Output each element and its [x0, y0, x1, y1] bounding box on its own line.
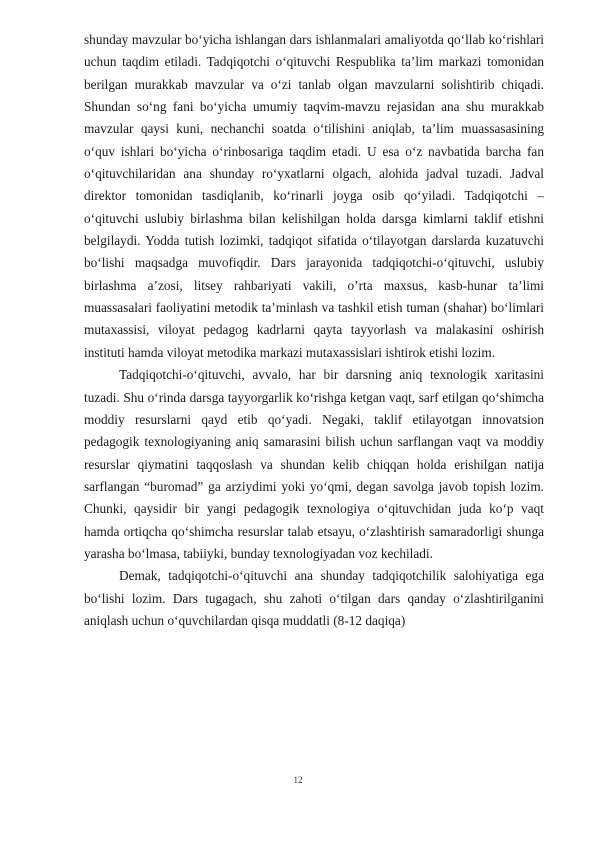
paragraph-1: shunday mavzular bo‘yicha ishlangan dars ishlanmalari amaliyotda qo‘llab ko‘rishlari uchun taqdim etiladi. Tadqiqotchi o‘qituvchi Respublika ta’lim markazi tomonidan berilgan murakkab mavzular va o‘zi tanlab olgan mavzularni solishtirib chiqadi. Shundan so‘ng fani bo‘yicha umumiy taqvim-mavzu rejasidan ana shu murakkab mavzular qaysi kuni, nechanchi soatda o‘tilishini aniqlab, ta’lim muassasasining o‘quv ishlari bo‘yicha o‘rinbosariga taqdim etadi. U esa o‘z navbatida barcha fan o‘qituvchilaridan ana shunday ro‘yxatlarni olgach, alohida jadval tuzadi. Jadval direktor tomonidan tasdiqlanib, ko‘rinarli joyga osib qo‘yiladi. Tadqiqotchi –o‘qituvchi uslubiy birlashma bilan kelishilgan holda darsga kimlarni taklif etishni belgilaydi. Yodda tutish lozimki, tadqiqot sifatida o‘tilayotgan darslarda kuzatuvchi bo‘lishi maqsadga muvofiqdir. Dars jarayonida tadqiqotchi-o‘qituvchi, uslubiy birlashma a’zosi, litsey rahbariyati vakili, o’rta maxsus, kasb-hunar ta’limi muassasalari faoliyatini metodik ta’minlash va tashkil etish tuman (shahar) bo‘limlari mutaxassisi, viloyat pedagog kadrlarni qayta tayyorlash va malakasini oshirish instituti hamda viloyat metodika markazi mutaxassislari ishtirok etishi lozim. — [84, 32, 544, 360]
body-text — [84, 29, 544, 632]
paragraph-3: Demak, tadqiqotchi-o‘qituvchi ana shunday tadqiqotchilik salohiyatiga ega bo‘lishi lozim. Dars tugagach, shu zahoti o‘tilgan dars qanday o‘zlashtirilganini aniqlash uchun o‘quvchilardan qisqa muddatli (8-12 daqiqa) — [84, 568, 544, 628]
paragraph-2: Tadqiqotchi-o‘qituvchi, avvalo, har bir darsning aniq texnologik xaritasini tuzadi. Shu o‘rinda darsga tayyorgarlik ko‘rishga ketgan vaqt, sarf etilgan qo‘shimcha moddiy resurslarni qayd etib qo‘yadi. Negaki, taklif etilayotgan innovatsion pedagogik texnologiyaning aniq samarasini bilish uchun sarflangan vaqt va moddiy resurslar qiymatini taqqoslash va shundan kelib chiqqan holda erishilgan natija sarflangan “buromad” ga arziydimi yoki yo‘qmi, degan savolga javob topish lozim. Chunki, qaysidir bir yangi pedagogik texnologiya o‘qituvchidan juda ko‘p vaqt hamda ortiqcha qo‘shimcha resurslar talab etsayu, o‘zlashtirish samaradorligi shunga yarasha bo‘lmasa, tabiiyki, bunday texnologiyadan voz kechiladi. — [84, 367, 544, 561]
page-number: 12 — [293, 775, 303, 785]
